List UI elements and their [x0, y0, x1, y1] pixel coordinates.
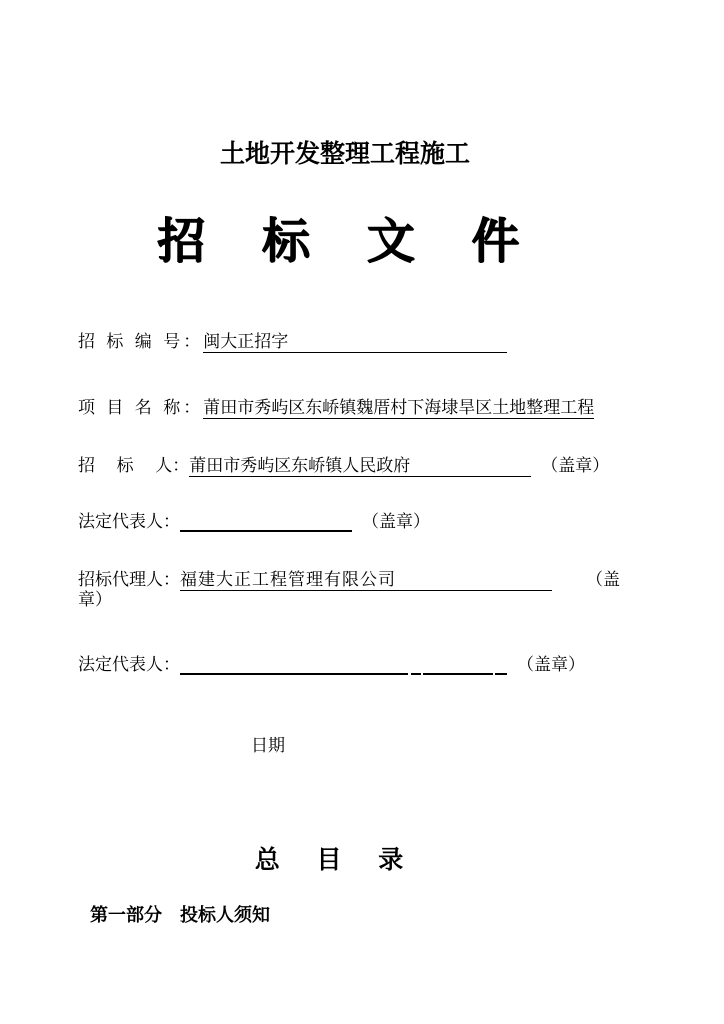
document-subtitle: 土地开发整理工程施工 [219, 139, 470, 168]
agent-label: 招标代理人： [78, 570, 180, 590]
bid-number-label: 招 标 编 号： [78, 332, 204, 352]
agent-seal-line1: （盖 [586, 570, 620, 590]
legal-rep-label: 法定代表人： [78, 512, 180, 532]
project-name-value: 莆田市秀屿区东峤镇魏厝村下海埭旱区土地整理工程 [203, 398, 595, 418]
agent-legal-rep-row [78, 655, 585, 675]
agent-legal-rep-line-c [423, 655, 493, 675]
tenderer-value: 莆田市秀屿区东峤镇人民政府 [189, 457, 531, 477]
document-title: 招 标 文 件 [156, 213, 540, 269]
agent-legal-rep-seal: （盖章） [517, 655, 585, 675]
legal-rep-signature-line [180, 512, 352, 532]
tenderer-label: 招 标 人： [78, 456, 190, 476]
tenderer-seal: （盖章） [541, 456, 610, 476]
toc-part-title: 投标人须知 [180, 905, 270, 926]
project-name-label: 项 目 名 称： [78, 398, 204, 418]
toc-title: 总 目 录 [254, 845, 418, 874]
toc-part-number: 第一部分 [90, 905, 162, 926]
agent-legal-rep-label: 法定代表人： [78, 655, 180, 675]
agent-value: 福建大正工程管理有限公司 [180, 571, 552, 591]
date-label: 日期 [251, 736, 285, 756]
legal-rep-seal: （盖章） [362, 512, 430, 532]
toc-part-1 [90, 901, 270, 927]
legal-rep-row [78, 512, 430, 532]
agent-seal-line2: 章） [78, 590, 112, 610]
bid-number-value: 闽大正招字 [203, 333, 507, 353]
agent-row [78, 570, 638, 610]
agent-legal-rep-line-b [411, 655, 421, 675]
tenderer-row [78, 456, 609, 477]
bid-number-row [78, 332, 507, 353]
agent-legal-rep-line-a [180, 655, 408, 675]
project-name-row [78, 398, 594, 419]
agent-legal-rep-line-d [495, 655, 507, 675]
